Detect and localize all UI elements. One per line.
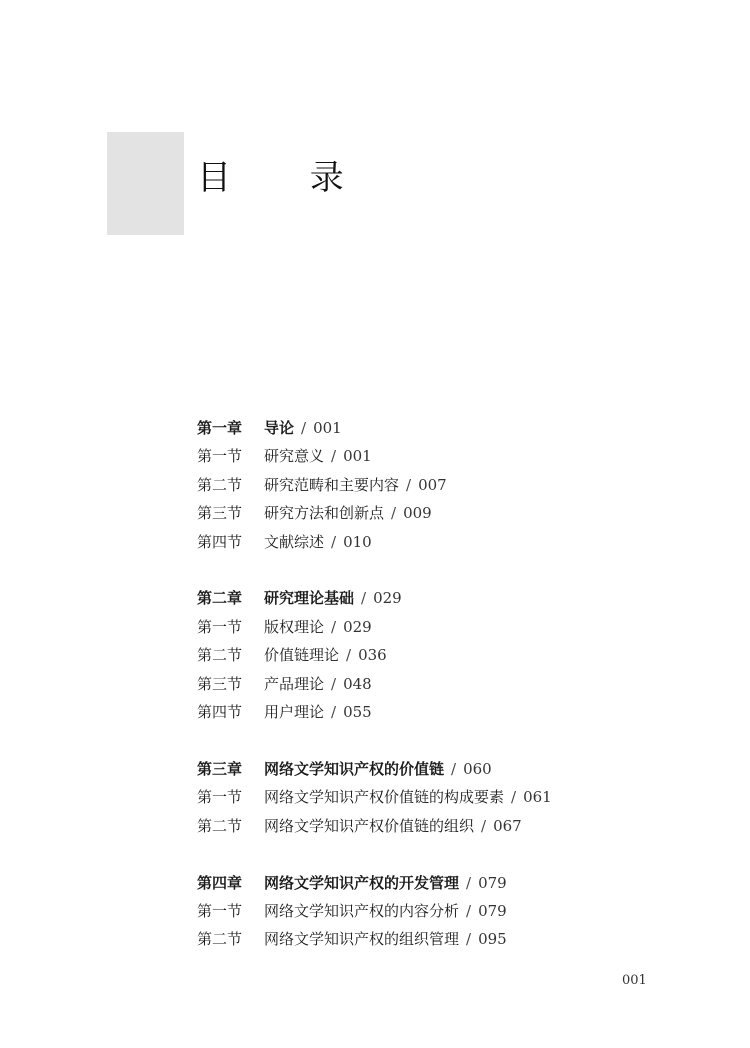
toc-section-entry[interactable] (197, 670, 697, 698)
page-separator: / (361, 589, 367, 608)
chapter-number: 第一章 (197, 419, 243, 437)
page-separator: / (451, 759, 457, 778)
section-title: 研究范畴和主要内容 (264, 475, 400, 494)
chapter-number: 第三章 (197, 759, 243, 778)
toc-section-entry[interactable] (197, 698, 697, 726)
chapter-number: 第二章 (197, 589, 243, 608)
section-title: 版权理论 (264, 617, 325, 636)
chapter-page-number: 079 (478, 873, 507, 892)
title-decor-block (107, 132, 184, 235)
section-number: 第四节 (197, 703, 243, 722)
page-separator: / (331, 532, 337, 551)
page-title: 目 录 (197, 158, 378, 198)
page-separator: / (511, 788, 517, 807)
section-number: 第三节 (197, 504, 243, 523)
toc-section-entry[interactable] (197, 499, 697, 527)
toc-chapter-entry[interactable] (197, 869, 697, 897)
section-page-number: 061 (523, 788, 552, 807)
page-separator: / (331, 703, 337, 722)
section-page-number: 067 (493, 816, 522, 835)
section-title: 网络文学知识产权的内容分析 (264, 901, 460, 920)
toc-section-entry[interactable] (197, 641, 697, 669)
section-title: 产品理论 (264, 674, 325, 693)
section-title: 用户理论 (264, 703, 325, 722)
toc-section-entry[interactable] (197, 471, 697, 499)
section-title: 研究意义 (264, 447, 325, 466)
section-page-number: 009 (403, 504, 432, 523)
page-separator: / (331, 447, 337, 466)
section-page-number: 055 (343, 703, 372, 722)
section-page-number: 079 (478, 901, 507, 920)
section-page-number: 010 (343, 532, 372, 551)
section-title: 网络文学知识产权的组织管理 (264, 930, 460, 949)
section-number: 第二节 (197, 930, 243, 949)
toc-chapter-entry[interactable] (197, 755, 697, 783)
page-separator: / (346, 646, 352, 665)
section-page-number: 048 (343, 674, 372, 693)
chapter-title: 研究理论基础 (264, 589, 355, 608)
page-separator: / (466, 930, 472, 949)
section-page-number: 007 (418, 475, 447, 494)
chapter-title: 导论 (264, 419, 295, 437)
table-of-contents (197, 414, 697, 982)
toc-section-entry[interactable] (197, 783, 697, 811)
page-separator: / (301, 419, 307, 437)
section-page-number: 029 (343, 617, 372, 636)
section-number: 第一节 (197, 447, 243, 466)
section-title: 网络文学知识产权价值链的构成要素 (264, 788, 505, 807)
section-number: 第二节 (197, 646, 243, 665)
page-separator: / (331, 674, 337, 693)
toc-section-entry[interactable] (197, 897, 697, 925)
section-number: 第二节 (197, 816, 243, 835)
page-separator: / (391, 504, 397, 523)
chapter-group (197, 414, 697, 556)
page-separator: / (481, 816, 487, 835)
page-separator: / (466, 901, 472, 920)
section-number: 第四节 (197, 532, 243, 551)
toc-chapter-entry[interactable] (197, 414, 697, 442)
section-title: 网络文学知识产权价值链的组织 (264, 816, 475, 835)
section-page-number: 001 (343, 447, 372, 466)
chapter-group (197, 755, 697, 840)
chapter-group (197, 869, 697, 954)
chapter-group (197, 584, 697, 726)
section-number: 第一节 (197, 788, 243, 807)
chapter-number: 第四章 (197, 873, 243, 892)
toc-chapter-entry[interactable] (197, 584, 697, 612)
section-number: 第二节 (197, 475, 243, 494)
toc-section-entry[interactable] (197, 442, 697, 470)
page-separator: / (331, 617, 337, 636)
chapter-title: 网络文学知识产权的价值链 (264, 759, 445, 778)
chapter-page-number: 060 (463, 759, 492, 778)
chapter-title: 网络文学知识产权的开发管理 (264, 873, 460, 892)
toc-section-entry[interactable] (197, 812, 697, 840)
section-number: 第一节 (197, 901, 243, 920)
page-separator: / (406, 475, 412, 494)
chapter-page-number: 029 (373, 589, 402, 608)
section-page-number: 095 (478, 930, 507, 949)
chapter-page-number: 001 (313, 419, 342, 437)
section-title: 价值链理论 (264, 646, 340, 665)
section-title: 文献综述 (264, 532, 325, 551)
section-number: 第三节 (197, 674, 243, 693)
toc-section-entry[interactable] (197, 925, 697, 953)
page-separator: / (466, 873, 472, 892)
section-title: 研究方法和创新点 (264, 504, 385, 523)
section-page-number: 036 (358, 646, 387, 665)
section-number: 第一节 (197, 617, 243, 636)
toc-section-entry[interactable] (197, 528, 697, 556)
footer-page-number: 001 (622, 973, 647, 988)
toc-section-entry[interactable] (197, 613, 697, 641)
